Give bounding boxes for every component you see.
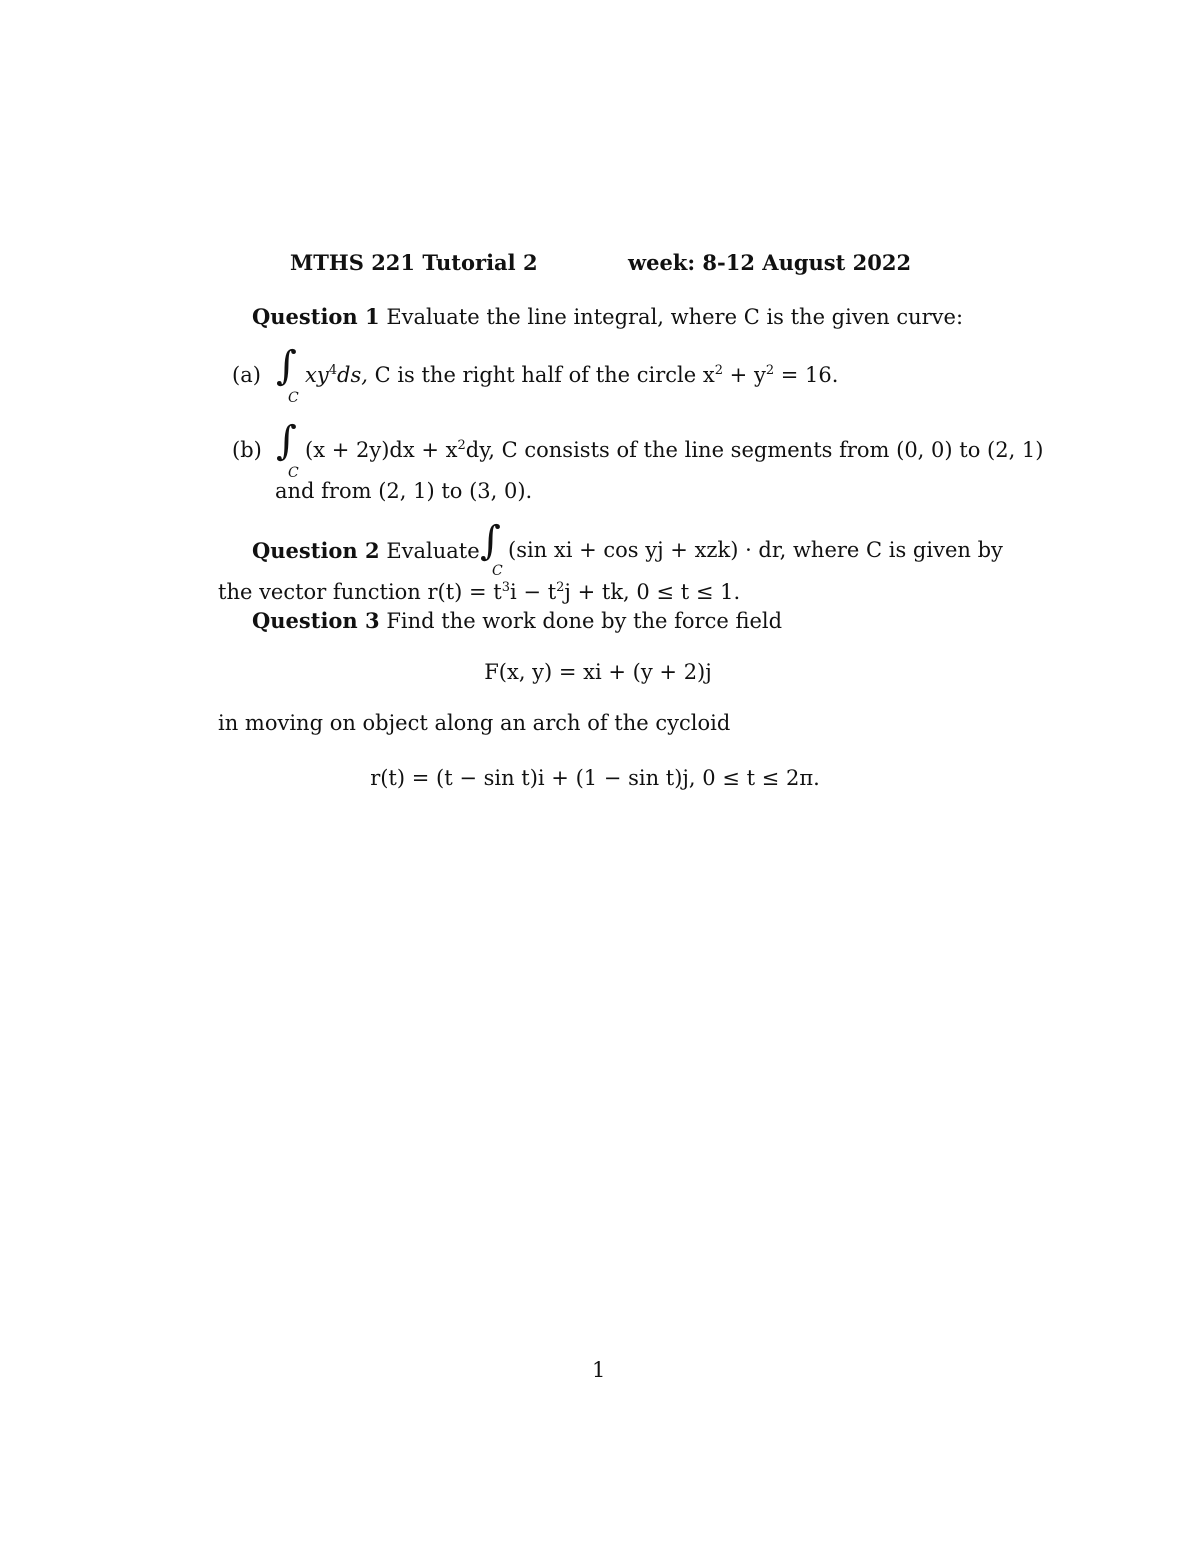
- cycloid-equation: r(t) = (t − sin t)i + (1 − sin t)j, 0 ≤ t ≤ 2π.: [370, 766, 820, 790]
- question-2-expression: (sin xi + cos yj + xzk) · dr, where C is given by: [508, 538, 1003, 562]
- q2-line2-pre: the vector function r(t) = t: [218, 580, 502, 604]
- integral-sign-a: ∫: [276, 343, 297, 389]
- question-3-mid-text: in moving on object along an arch of the cycloid: [218, 711, 731, 735]
- question-2-line-2: [218, 580, 740, 604]
- question-3-prompt: [252, 608, 782, 633]
- q2-line2-post: j + tk, 0 ≤ t ≤ 1.: [564, 580, 741, 604]
- integral-sign-q2: ∫: [480, 518, 501, 564]
- part-b-expression: [305, 438, 1043, 462]
- part-b-tag: (b): [232, 438, 262, 462]
- question-2-prompt: [252, 538, 480, 563]
- integral-sign-b: ∫: [276, 418, 297, 464]
- question-3-label: Question 3: [252, 608, 380, 633]
- integral-sub-b: C: [288, 465, 299, 481]
- part-a-exp2: 2: [765, 363, 775, 378]
- part-a-exp1: 2: [714, 363, 723, 378]
- question-2-pre: Evaluate: [386, 539, 480, 563]
- q2-exp1: 3: [501, 580, 511, 595]
- page-number: 1: [592, 1358, 606, 1382]
- part-a-expression: [305, 363, 838, 387]
- week-label: week: 8-12 August 2022: [628, 250, 912, 275]
- question-3-text: Find the work done by the force field: [386, 609, 783, 633]
- part-a-integrand: xy: [305, 363, 329, 387]
- part-b-expr-post: dy, C consists of the line segments from (0, 0) to (2, 1): [465, 438, 1044, 462]
- question-1-label: Question 1: [252, 304, 380, 329]
- part-a-tag: (a): [232, 363, 261, 387]
- force-field-equation: F(x, y) = xi + (y + 2)j: [484, 660, 712, 684]
- integral-sub-a: C: [288, 390, 299, 406]
- part-b-exponent: 2: [457, 438, 466, 453]
- q2-exp2: 2: [556, 580, 565, 595]
- part-a-ds: ds,: [337, 363, 368, 387]
- part-a-exponent: 4: [328, 363, 337, 378]
- part-b-line-2: and from (2, 1) to (3, 0).: [275, 479, 533, 503]
- integral-sub-q2: C: [492, 563, 503, 579]
- question-1-prompt: [252, 304, 963, 329]
- course-title: MTHS 221 Tutorial 2: [290, 250, 538, 275]
- q2-line2-mid: i − t: [510, 580, 557, 604]
- part-a-text-post: = 16.: [774, 363, 839, 387]
- part-a-text-pre: C is the right half of the circle x: [367, 363, 715, 387]
- part-a-text-mid: + y: [723, 363, 766, 387]
- part-b-expr-pre: (x + 2y)dx + x: [305, 438, 458, 462]
- question-2-label: Question 2: [252, 538, 380, 563]
- question-1-text: Evaluate the line integral, where C is the given curve:: [386, 305, 964, 329]
